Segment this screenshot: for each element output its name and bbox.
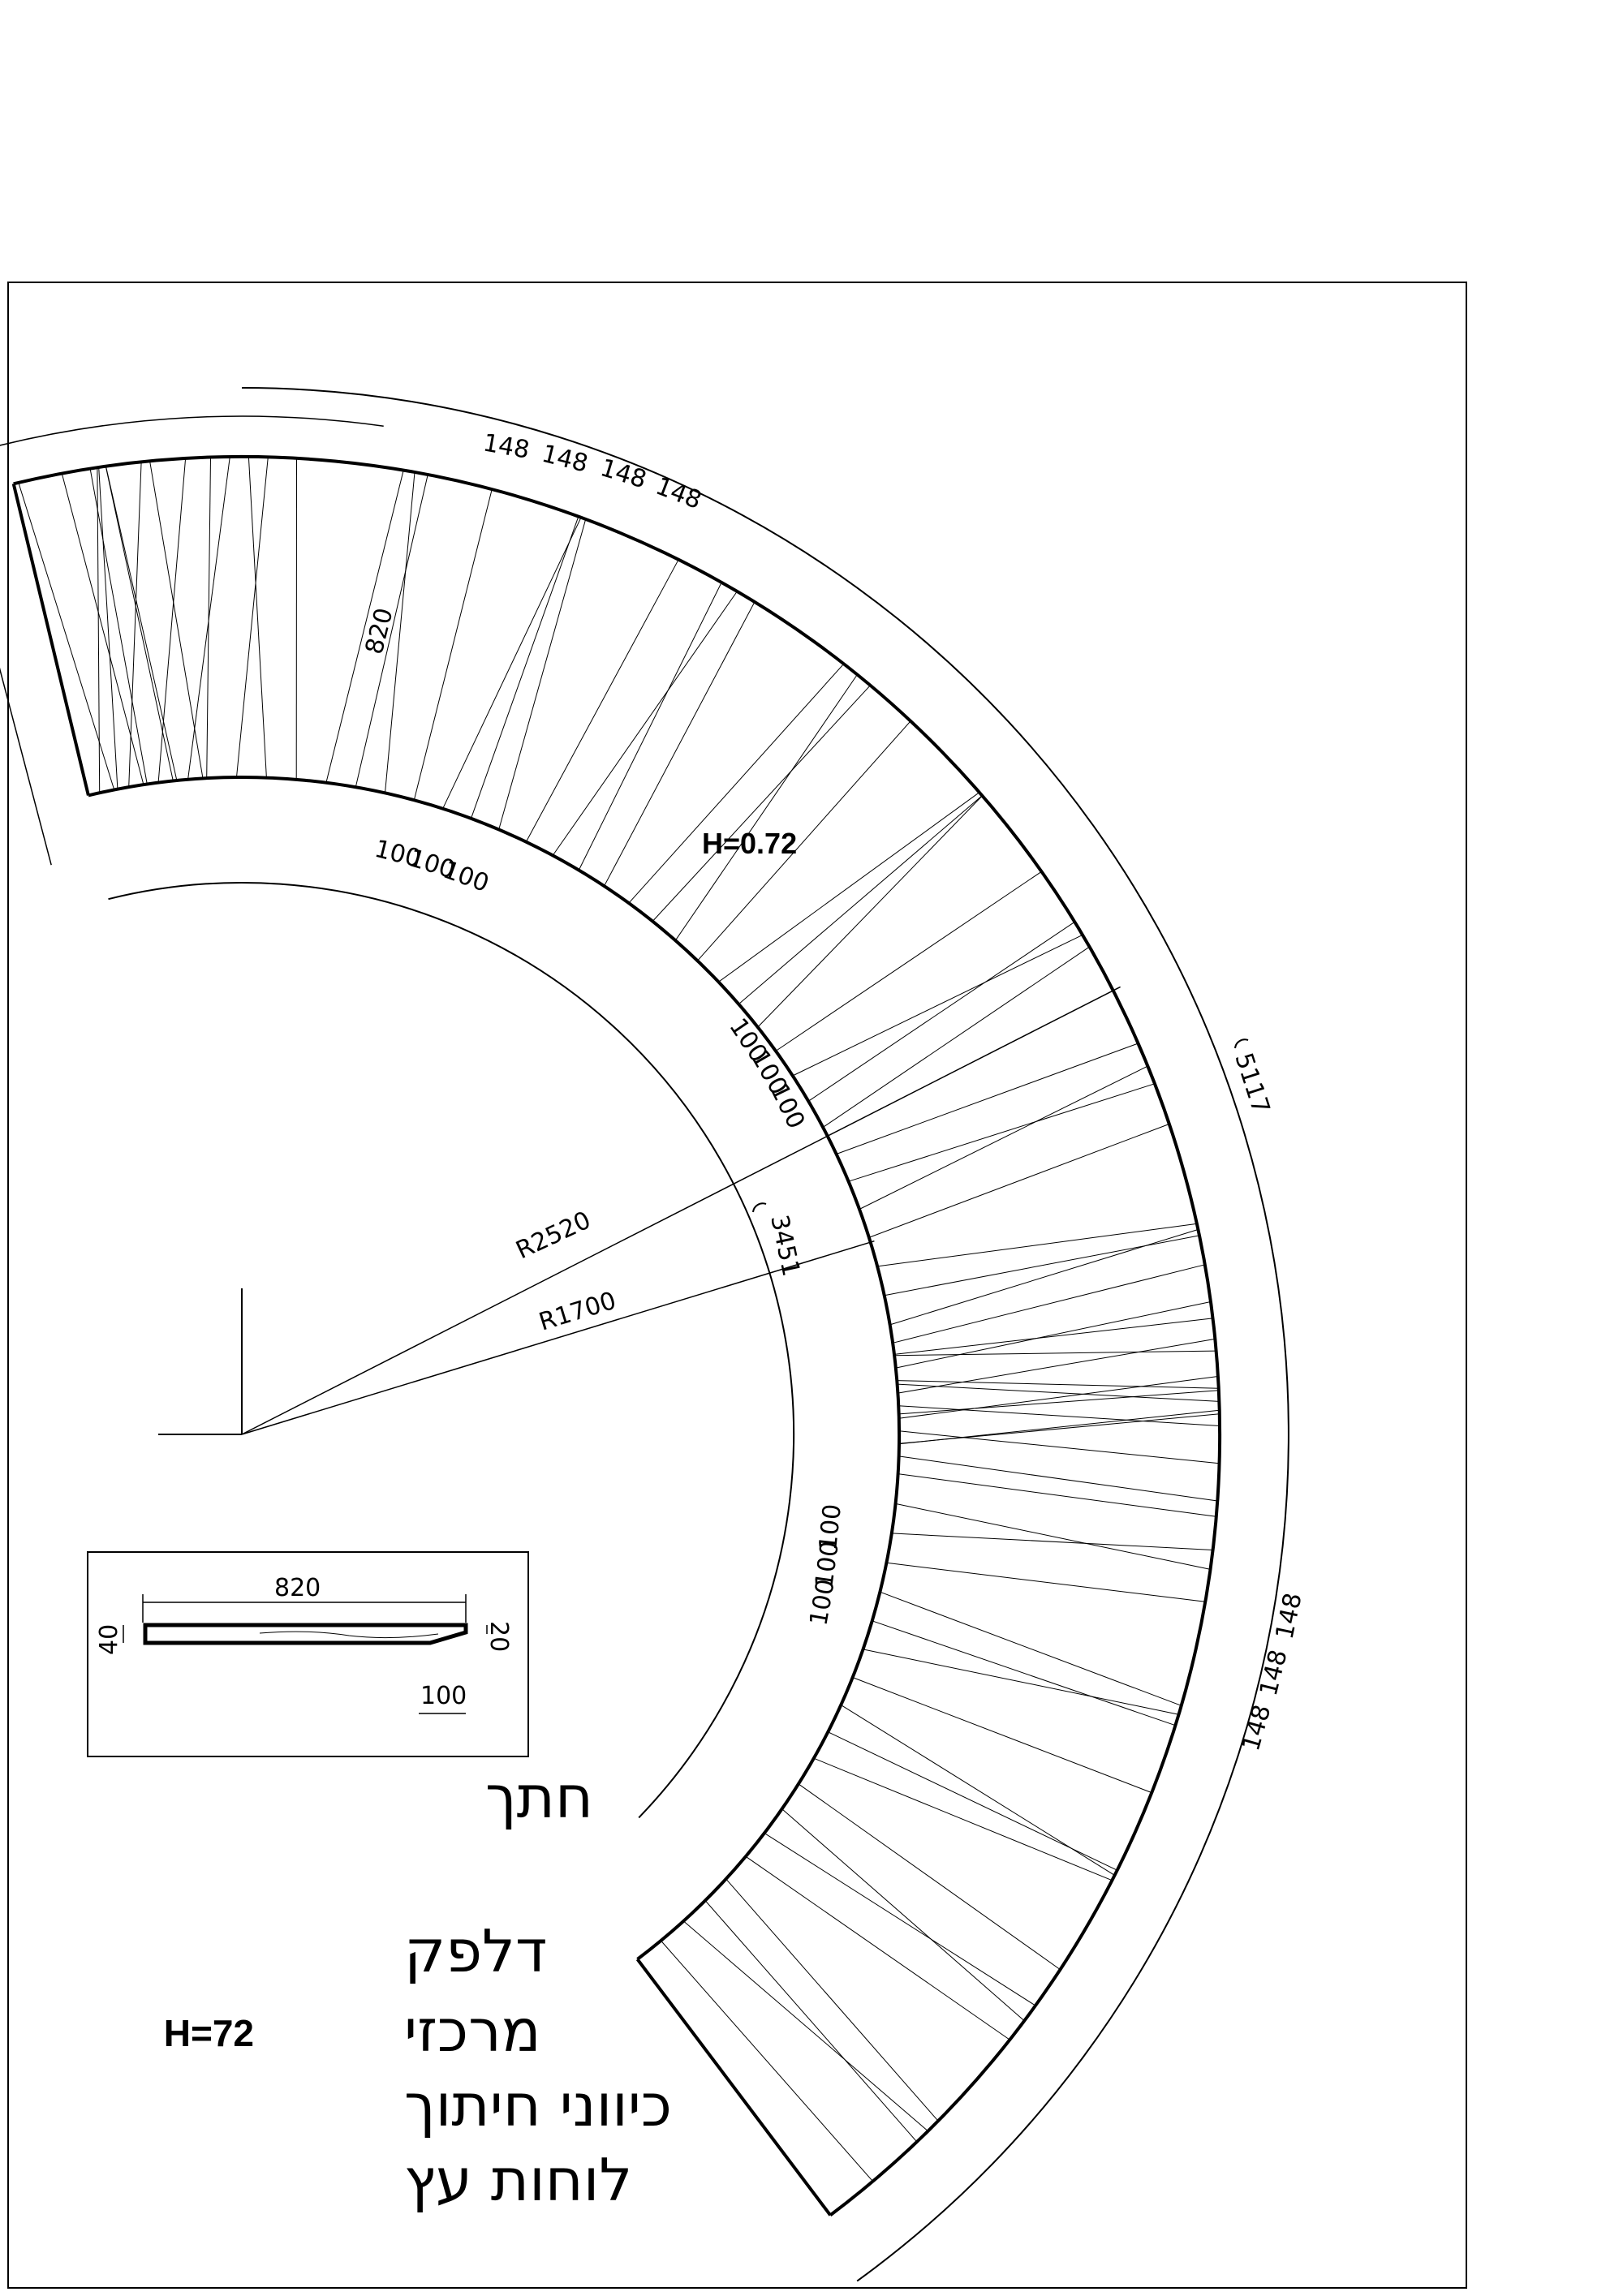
cut-line <box>799 1784 1061 1970</box>
title-line-3: כיווני חיתוך <box>404 2071 672 2139</box>
outer-radius-line <box>242 987 1121 1434</box>
cut-line <box>19 483 114 790</box>
outer-spacing-label: 148 <box>539 439 592 479</box>
cut-line <box>899 1414 1220 1444</box>
cut-line <box>899 1377 1218 1419</box>
cut-line <box>471 517 579 819</box>
cut-line <box>896 1503 1211 1569</box>
cut-line <box>894 1351 1216 1356</box>
cut-line <box>869 1124 1169 1238</box>
cut-line <box>443 518 581 809</box>
outer-spacing-lower-label: 148 <box>1237 1701 1277 1755</box>
inner-spacing-label: 100 <box>372 834 424 874</box>
outer-spacing-lower-label: 148 <box>1254 1646 1294 1699</box>
title-line-4: לוחות עץ <box>404 2146 633 2214</box>
cut-line <box>899 1391 1219 1414</box>
board-width-label: 820 <box>359 604 399 657</box>
section-detail <box>88 1552 593 1831</box>
outer-edge <box>14 457 1220 2215</box>
outer-spacing-label: 148 <box>652 471 706 515</box>
inner-spacing-labels <box>372 835 493 898</box>
cut-line <box>853 1678 1152 1793</box>
mid-spacing-label: 100 <box>745 1045 794 1100</box>
section-left-thickness: 40 <box>95 1623 123 1655</box>
cut-line <box>237 457 269 777</box>
cut-line <box>823 947 1089 1127</box>
cut-line <box>880 1592 1181 1705</box>
cut-line <box>886 1563 1205 1602</box>
cut-line <box>499 519 586 830</box>
cut-line <box>814 1758 1113 1881</box>
mid-spacing-label: 100 <box>764 1079 811 1133</box>
section-right-thickness: 20 <box>484 1621 513 1653</box>
cut-line <box>782 1809 1025 2021</box>
cut-line <box>746 1856 1010 2040</box>
inner-arc-symbol <box>753 1203 766 1212</box>
section-title: חתך <box>485 1763 594 1831</box>
outer-arc-symbol <box>1235 1039 1248 1048</box>
cut-line <box>661 1941 872 2182</box>
cut-line <box>899 1456 1218 1501</box>
inner-spacing-label: 100 <box>439 855 493 899</box>
cut-line <box>808 922 1074 1101</box>
cut-line <box>898 1339 1215 1393</box>
cut-line <box>705 1901 917 2142</box>
title-line-1: דלפק <box>404 1917 548 1985</box>
cut-line <box>863 1649 1178 1714</box>
outer-spacing-label: 148 <box>596 454 650 495</box>
counter-geometry <box>0 388 1289 2281</box>
cut-line <box>150 461 203 778</box>
inner-spacing-label: 100 <box>405 844 458 885</box>
title-block <box>164 1917 672 2214</box>
cut-line <box>898 1406 1220 1426</box>
inner-radius-label: R1700 <box>536 1286 620 1337</box>
mid-spacing-label: 100 <box>814 1503 847 1552</box>
cut-line <box>872 1621 1176 1726</box>
outer-spacing-labels <box>481 428 706 515</box>
cut-line <box>99 467 118 789</box>
cut-line <box>188 457 230 780</box>
section-profile <box>145 1625 466 1643</box>
outer-arc-length-label: 5117 <box>1229 1049 1276 1118</box>
cut-line <box>526 560 678 842</box>
outer-spacing-label: 148 <box>480 428 532 465</box>
cut-line <box>898 1474 1216 1517</box>
outer-radius-label: R2520 <box>511 1206 596 1266</box>
title-line-2-bold: H=72 <box>163 2012 254 2054</box>
top-spacing-dimension <box>0 416 384 446</box>
cut-line <box>106 467 177 780</box>
cut-line <box>893 1265 1205 1344</box>
cut-line <box>828 1732 1117 1871</box>
cut-line <box>793 935 1083 1076</box>
cut-line <box>579 583 721 871</box>
cut-line <box>899 1431 1220 1464</box>
cut-line <box>414 489 492 800</box>
mid-spacing-label: 100 <box>804 1576 841 1628</box>
outer-spacing-lower-label: 148 <box>1270 1590 1308 1642</box>
cut-line <box>776 871 1041 1051</box>
cut-line <box>553 591 737 855</box>
cut-line <box>248 457 266 778</box>
cut-line <box>892 1533 1213 1550</box>
cut-line <box>859 1066 1147 1209</box>
plank-height-label: H=0.72 <box>702 827 798 860</box>
inner-dimension-arc <box>109 883 794 1817</box>
section-length-label: 820 <box>274 1574 321 1602</box>
title-line-2: מרכזי <box>404 1997 541 2065</box>
mid-spacing-label: 100 <box>723 1013 773 1068</box>
mid-spacing-lower-labels <box>804 1503 847 1627</box>
cut-line <box>158 458 186 783</box>
cut-line <box>683 1921 928 2131</box>
cut-line <box>894 1318 1213 1355</box>
inner-arc-length-label: 3451 <box>764 1212 806 1279</box>
cut-line <box>764 1833 1035 2006</box>
sheet-border <box>8 282 1466 2288</box>
cut-line <box>896 1302 1211 1369</box>
radius-leaders <box>158 1288 242 1434</box>
cut-line <box>726 1879 938 2121</box>
section-taper-label: 100 <box>420 1682 467 1710</box>
mid-spacing-label: 100 <box>810 1539 845 1590</box>
outer-dimension-arc <box>242 388 1289 2281</box>
